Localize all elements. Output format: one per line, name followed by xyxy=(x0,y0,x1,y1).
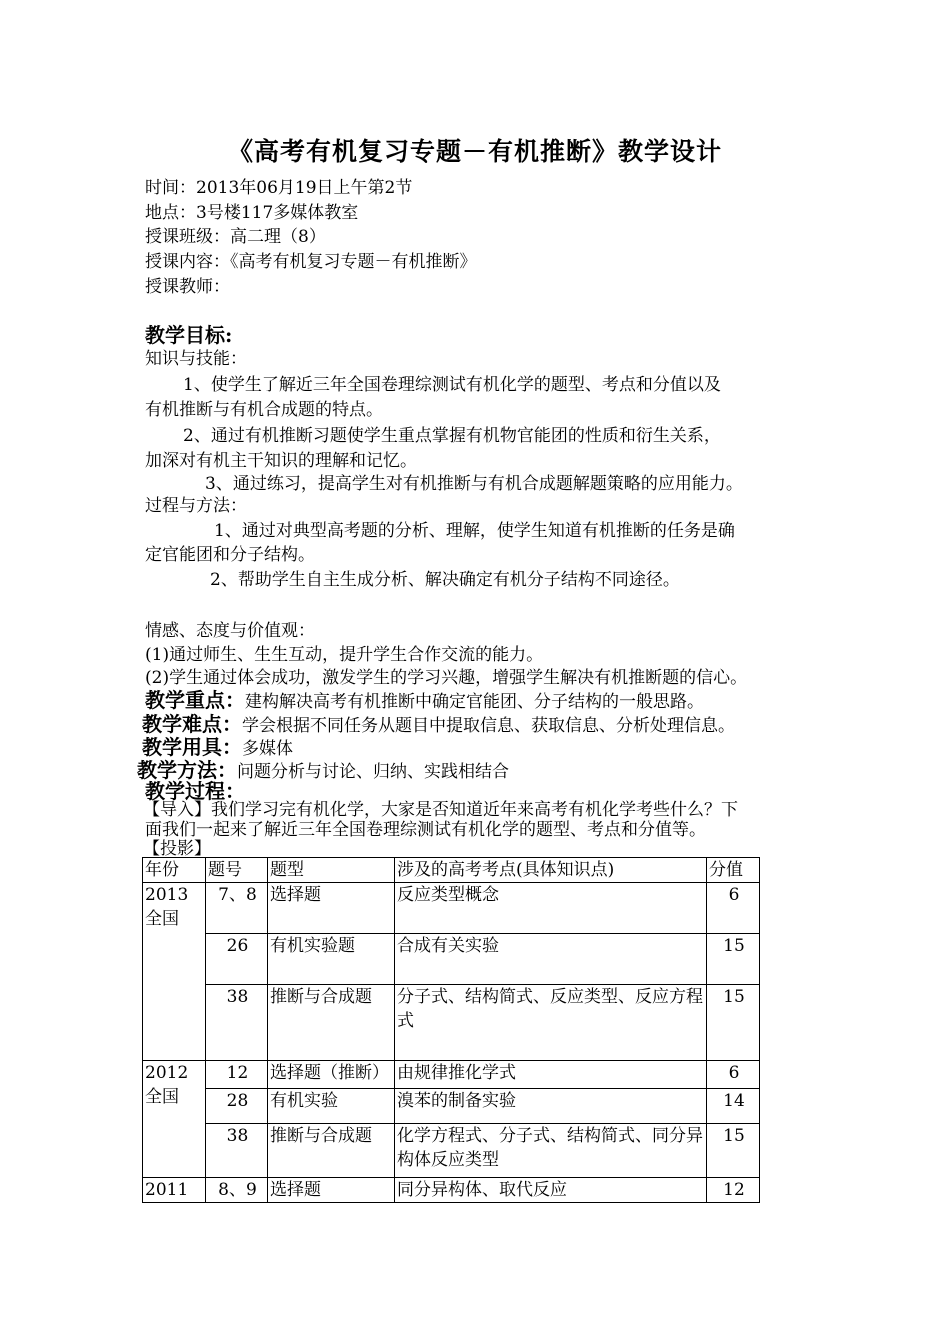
exam-points-cell: 同分异构体、取代反应 xyxy=(395,1178,707,1203)
question-number-cell: 7、8 xyxy=(206,883,268,934)
meta-time: 时间：2013年06月19日上午第2节 xyxy=(145,178,413,198)
meta-content: 授课内容：《高考有机复习专题－有机推断》 xyxy=(145,252,477,272)
header-question-type: 题型 xyxy=(268,858,395,883)
process-item-2: 2、帮助学生自主生成分析、解决确定有机分子结构不同途径。 xyxy=(210,570,680,590)
teaching-method-label: 教学方法： xyxy=(137,758,237,782)
process-item-1a: 1、通过对典型高考题的分析、理解，使学生知道有机推断的任务是确 xyxy=(214,521,735,541)
meta-class: 授课班级：高二理（8） xyxy=(145,227,326,247)
knowledge-item-3: 3、通过练习，提高学生对有机推断与有机合成题解题策略的应用能力。 xyxy=(205,474,743,494)
emotion-item-1: (1)通过师生、生生互动，提升学生合作交流的能力。 xyxy=(145,645,544,665)
projection-label: 【投影】 xyxy=(143,839,211,859)
table-row xyxy=(143,985,760,1061)
question-number-cell: 38 xyxy=(206,1124,268,1178)
header-score: 分值 xyxy=(707,858,760,883)
question-type-cell: 选择题 xyxy=(268,1178,395,1203)
teaching-difficulty-text: 学会根据不同任务从题目中提取信息、获取信息、分析处理信息。 xyxy=(242,716,735,736)
exam-analysis-table xyxy=(142,857,760,1203)
year-cell: 2011 xyxy=(143,1178,206,1203)
teaching-method-text: 问题分析与讨论、归纳、实践相结合 xyxy=(237,762,509,782)
question-type-cell: 推断与合成题 xyxy=(268,1124,395,1178)
teaching-tools-text: 多媒体 xyxy=(242,739,293,759)
score-cell: 15 xyxy=(707,1124,760,1178)
exam-points-cell: 反应类型概念 xyxy=(395,883,707,934)
teaching-process-heading: 教学过程： xyxy=(145,779,245,803)
objectives-heading: 教学目标: xyxy=(145,323,233,347)
header-exam-points: 涉及的高考考点(具体知识点) xyxy=(395,858,707,883)
emotion-item-2: (2)学生通过体会成功，激发学生的学习兴趣，增强学生解决有机推断题的信心。 xyxy=(145,668,748,688)
score-cell: 15 xyxy=(707,985,760,1061)
teaching-difficulty-label: 教学难点： xyxy=(142,712,242,736)
process-item-1b: 定官能团和分子结构。 xyxy=(145,545,315,565)
score-cell: 6 xyxy=(707,883,760,934)
meta-place: 地点：3号楼117多媒体教室 xyxy=(145,203,359,223)
table-row xyxy=(143,1061,760,1089)
knowledge-item-2b: 加深对有机主干知识的理解和记忆。 xyxy=(145,451,417,471)
document-title: 《高考有机复习专题－有机推断》教学设计 xyxy=(227,137,722,166)
teaching-focus-label: 教学重点： xyxy=(145,688,245,712)
year-cell: 2013全国 xyxy=(143,883,206,1061)
question-type-cell: 有机实验题 xyxy=(268,934,395,985)
teaching-focus xyxy=(145,688,704,714)
question-type-cell: 推断与合成题 xyxy=(268,985,395,1061)
knowledge-item-2a: 2、通过有机推断习题使学生重点掌握有机物官能团的性质和衍生关系， xyxy=(183,426,721,446)
exam-points-cell: 合成有关实验 xyxy=(395,934,707,985)
exam-points-cell: 由规律推化学式 xyxy=(395,1061,707,1089)
question-type-cell: 选择题 xyxy=(268,883,395,934)
score-cell: 15 xyxy=(707,934,760,985)
knowledge-label: 知识与技能： xyxy=(145,349,247,369)
knowledge-item-1a: 1、使学生了解近三年全国卷理综测试有机化学的题型、考点和分值以及 xyxy=(183,375,721,395)
process-label: 过程与方法： xyxy=(145,496,247,516)
meta-teacher: 授课教师： xyxy=(145,277,230,297)
intro-line-2: 面我们一起来了解近三年全国卷理综测试有机化学的题型、考点和分值等。 xyxy=(145,820,706,840)
question-number-cell: 8、9 xyxy=(206,1178,268,1203)
exam-points-cell: 化学方程式、分子式、结构简式、同分异构体反应类型 xyxy=(395,1124,707,1178)
knowledge-item-1b: 有机推断与有机合成题的特点。 xyxy=(145,400,383,420)
year-cell: 2012全国 xyxy=(143,1061,206,1178)
teaching-tools-label: 教学用具： xyxy=(142,735,242,759)
emotion-label: 情感、态度与价值观： xyxy=(145,621,315,641)
question-type-cell: 有机实验 xyxy=(268,1089,395,1124)
exam-points-cell: 分子式、结构简式、反应类型、反应方程式 xyxy=(395,985,707,1061)
header-year: 年份 xyxy=(143,858,206,883)
table-row xyxy=(143,1178,760,1203)
header-question-number: 题号 xyxy=(206,858,268,883)
score-cell: 6 xyxy=(707,1061,760,1089)
question-number-cell: 28 xyxy=(206,1089,268,1124)
score-cell: 14 xyxy=(707,1089,760,1124)
question-type-cell: 选择题（推断） xyxy=(268,1061,395,1089)
table-header-row xyxy=(143,858,760,883)
question-number-cell: 26 xyxy=(206,934,268,985)
table-row xyxy=(143,934,760,985)
intro-line-1: 【导入】我们学习完有机化学，大家是否知道近年来高考有机化学考些什么？下 xyxy=(143,800,738,820)
score-cell: 12 xyxy=(707,1178,760,1203)
exam-points-cell: 溴苯的制备实验 xyxy=(395,1089,707,1124)
teaching-focus-text: 建构解决高考有机推断中确定官能团、分子结构的一般思路。 xyxy=(245,692,704,712)
table-row xyxy=(143,1089,760,1124)
question-number-cell: 12 xyxy=(206,1061,268,1089)
table-row xyxy=(143,883,760,934)
table-row xyxy=(143,1124,760,1178)
question-number-cell: 38 xyxy=(206,985,268,1061)
